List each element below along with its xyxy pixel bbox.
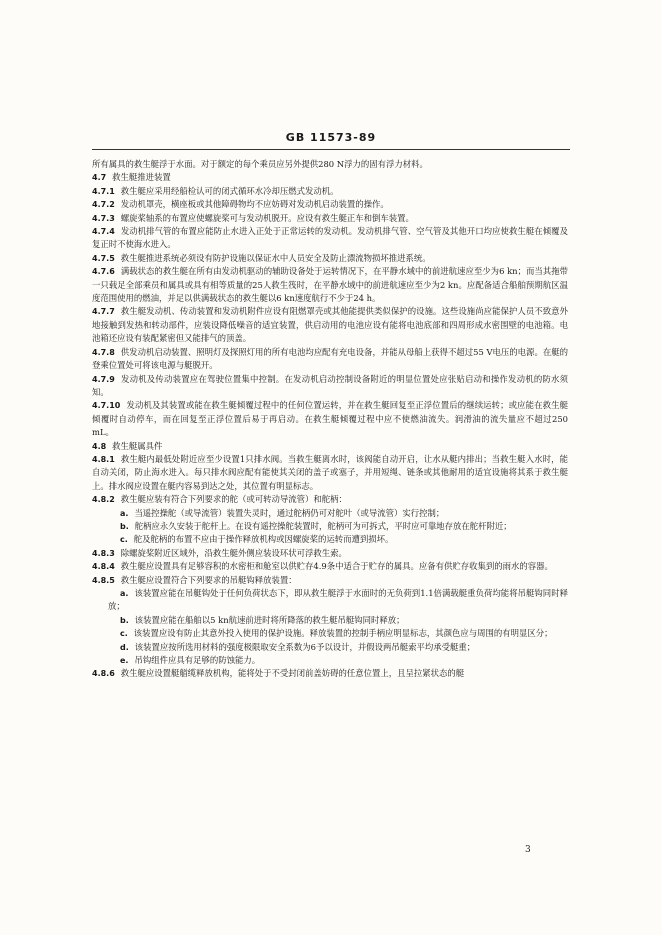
clause: 4.7.6 满载状态的救生艇在所有由发动机驱动的辅助设备处于运转情况下，在平静水域中的前进航速应至少为6 kn；而当其拖带一只载足全部乘员和属具或具有相等质量的25人救生筏时，在平静水域中的前进航速应至少为2 kn。应配备适合船舶预期航区温度范围使用的燃油，并足以供满载状态的救生艇以6 kn速度航行不少于24 h。 — [92, 266, 568, 304]
clause: 4.7.4 发动机排气管的布置应能防止水进入正处于正常运转的发动机。发动机排气管、空气管及其他开口均应使救生艇在倾覆及复正时不使海水进入。 — [92, 226, 568, 250]
list-item: d. 该装置应按所选用材料的强度极限取安全系数为6予以设计，并假设两吊艇索平均承受艇重； — [120, 641, 476, 652]
clause: 4.8.2 救生艇应装有符合下列要求的舵（或可转动导流管）和舵柄： — [92, 494, 347, 505]
header-rule — [92, 149, 570, 150]
clause: 4.7.3 螺旋桨轴系的布置应使螺旋桨可与发动机脱开。应设有救生艇正车和倒车装置。 — [92, 212, 414, 223]
section-heading: 4.7 救生艇推进装置 — [92, 172, 171, 183]
paragraph: 所有属具的救生艇浮于水面。对于额定的每个乘员应另外提供280 N浮力的固有浮力材料。 — [92, 159, 428, 169]
list-item: c. 该装置应设有防止其意外投入使用的保护设施。释放装置的控制手柄应明显标志，其颜色应与周围的有明显区分； — [120, 628, 553, 639]
list-item: c. 舵及舵柄的布置不应由于操作释放机构或因螺旋桨的运转而遭到损坏。 — [120, 534, 394, 545]
body-text — [92, 158, 568, 681]
clause: 4.7.9 发动机及传动装置应在驾驶位置集中控制。在发动机启动控制设备附近的明显位置处应张贴启动和操作发动机的防水须知。 — [92, 373, 568, 397]
clause: 4.7.2 发动机罩壳，横座板或其他障碍物均不应妨碍对发动机启动装置的操作。 — [92, 199, 389, 210]
list-item: a. 该装置应能在吊艇钩处于任何负荷状态下，即从救生艇浮于水面时的无负荷到1.1倍满载艇重负荷均能将吊艇钩同时释放； — [108, 588, 568, 612]
clause: 4.7.8 供发动机启动装置、照明灯及探照灯用的所有电池均应配有充电设备，并能从母船上获得不超过55 V电压的电源。在艇的登乘位置处可将该电源与艇脱开。 — [92, 346, 568, 371]
clause: 4.8.5 救生艇应设置符合下列要求的吊艇钩释放装置： — [92, 574, 297, 585]
standard-code-header: GB 11573-89 — [285, 131, 377, 144]
clause: 4.8.6 救生艇应设置艇艏缆释放机构，能将处于不受封闭前盖妨碍的任意位置上，且呈拉紧状态的艇 — [92, 668, 465, 679]
list-item: e. 吊钩组件应具有足够的防蚀能力。 — [120, 655, 261, 666]
clause: 4.7.10 发动机及其装置或能在救生艇倾覆过程中的任何位置运转，并在救生艇回复至正浮位置后的继续运转；或应能在救生艇倾覆时自动停车，而在回复至正浮位置后易于再启动。在救生艇倾覆过程中应不使燃油流失。润滑油的流失量应不超过250 mL。 — [92, 400, 568, 438]
clause: 4.7.7 救生艇发动机、传动装置和发动机附件应设有阻燃罩壳或其他能提供类似保护的设施。这些设施尚应能保护人员不致意外地接触到发热和转动部件，应装设降低噪音的适宜装置，供启动用的电池应设有能将电池底部和四周形成水密围壁的电池箱。电池箱还应设有装配紧密但又能排气的顶盖。 — [92, 306, 568, 344]
clause: 4.8.4 救生艇应设置具有足够容积的水密柜和舱室以供贮存4.9条中适合于贮存的属具。应备有供贮存收集到的雨水的容器。 — [92, 561, 553, 572]
list-item: a. 当遥控操舵（或导流管）装置失灵时，通过舵柄仍可对舵叶（或导流管）实行控制； — [120, 507, 445, 518]
page-number: 3 — [525, 845, 531, 855]
section-heading: 4.8 救生艇属具件 — [92, 440, 163, 451]
list-item: b. 该装置应能在船舶以5 kn航速前进时将所降落的救生艇吊艇钩同时释放； — [120, 614, 405, 625]
list-item: b. 舵柄应永久安装于舵杆上。在设有遥控操舵装置时，舵柄可为可拆式，平时应可靠地存放在舵杆附近； — [120, 520, 512, 531]
clause: 4.7.1 救生艇应采用经船检认可的闭式循环水冷却压燃式发动机。 — [92, 185, 339, 196]
clause: 4.7.5 救生艇推进系统必须设有防护设施以保证水中人员安全及防止漂流物损坏推进系统。 — [92, 252, 431, 263]
clause: 4.8.1 救生艇内最低处附近应至少设置1只排水阀。当救生艇离水时，该阀能自动开启，让水从艇内排出；当救生艇入水时，能自动关闭，防止海水进入。每只排水阀应配有能使其关闭的盖子或塞子，并用短绳、链条或其他耐用的适宜设施将其系于救生艇上。排水阀应设置在艇内容易到达之处，其位置有明显标志。 — [92, 453, 568, 491]
clause: 4.8.3 除螺旋桨附近区域外，沿救生艇外侧应装设环状可浮救生索。 — [92, 547, 347, 558]
